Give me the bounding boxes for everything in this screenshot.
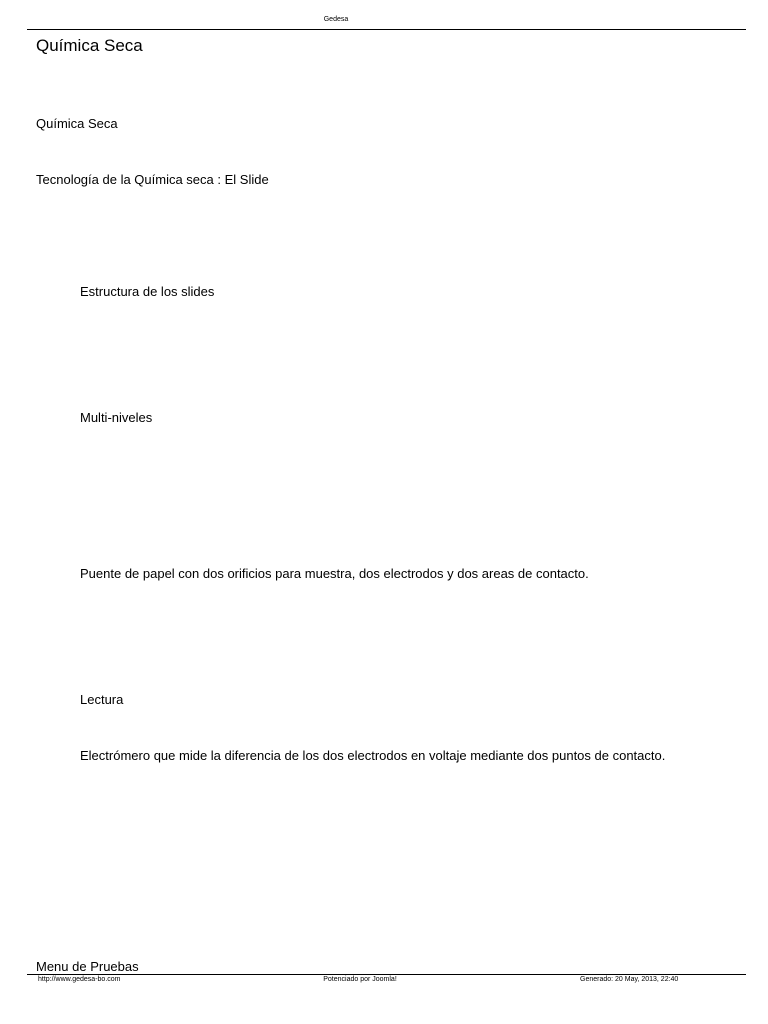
footer-url[interactable]: http://www.gedesa-bo.com <box>38 976 121 983</box>
footer-generated-date: Generado: 20 May, 2013, 22:40 <box>580 976 679 983</box>
header-divider <box>27 29 746 30</box>
paragraph-multilevel: Multi-niveles <box>80 410 153 425</box>
section-heading: Tecnología de la Química seca : El Slide <box>36 172 269 187</box>
paragraph-paper-bridge: Puente de papel con dos orificios para muestra, dos electrodos y dos areas de contacto. <box>80 566 589 581</box>
paragraph-reading: Lectura <box>80 692 124 707</box>
paragraph-electrometer: Electrómero que mide la diferencia de los dos electrodos en voltaje mediante dos puntos de contacto. <box>80 748 666 763</box>
menu-title: Menu de Pruebas <box>36 959 139 974</box>
footer-powered-by: Potenciado por Joomla! <box>323 976 397 983</box>
paragraph-structure: Estructura de los slides <box>80 284 215 299</box>
article-subtitle: Química Seca <box>36 116 118 131</box>
page-title: Química Seca <box>36 36 143 55</box>
site-name: Gedesa <box>323 16 349 23</box>
footer-divider <box>27 974 746 975</box>
